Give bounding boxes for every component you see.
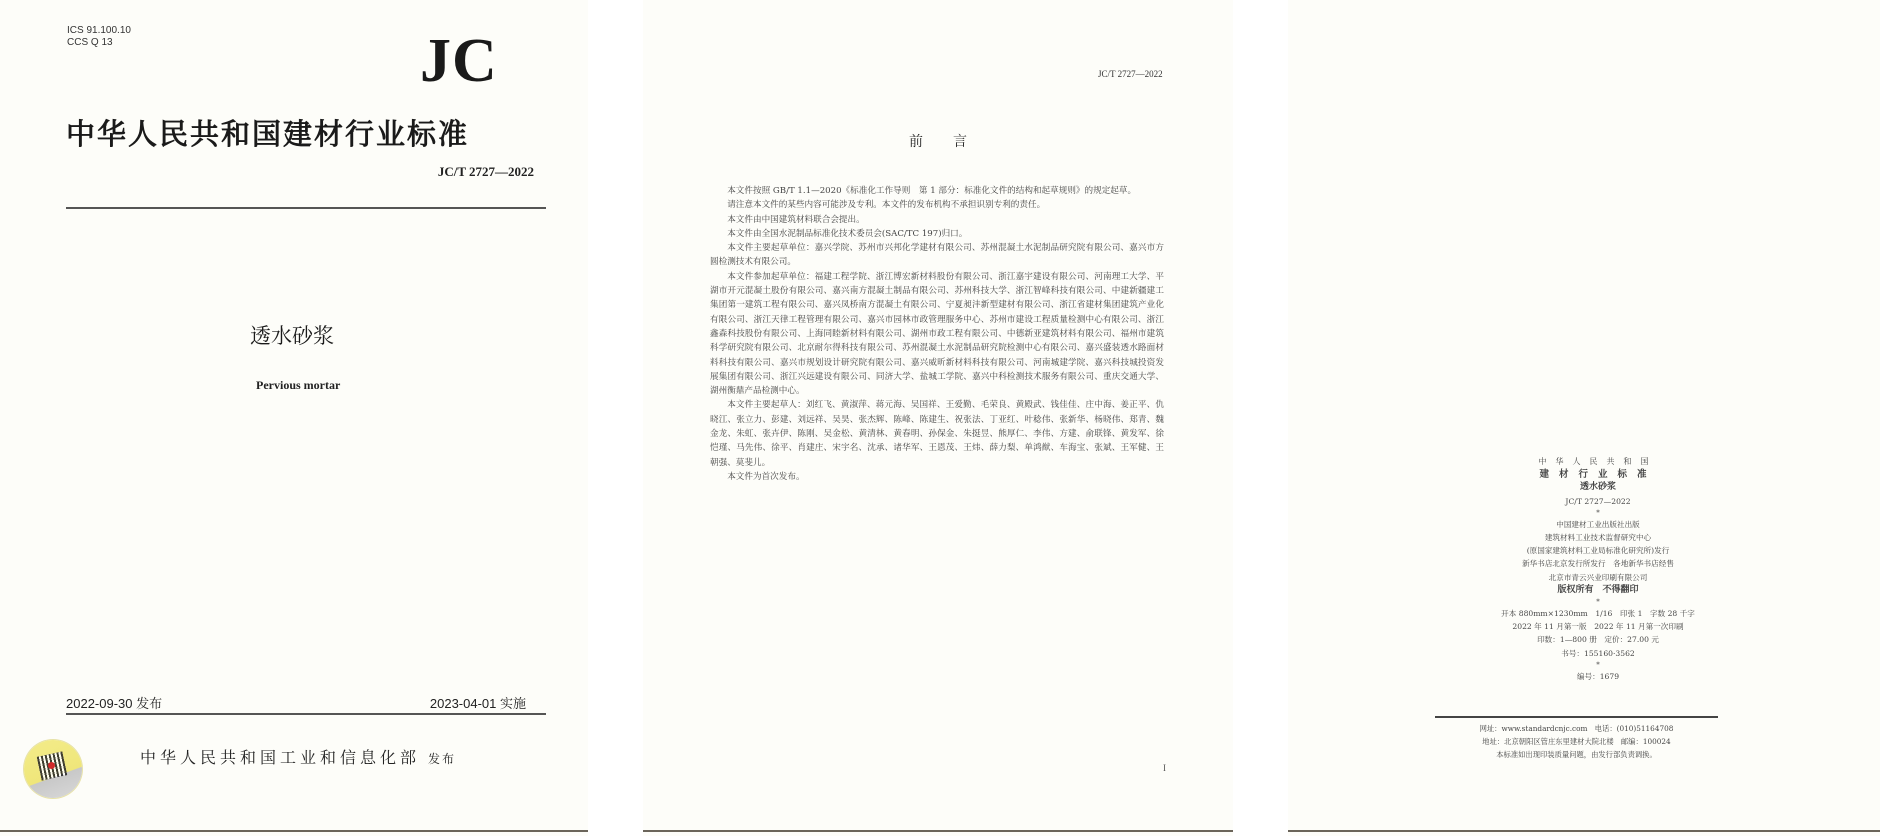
print-spec-line: 书号：155160·3562 — [1561, 648, 1635, 658]
publisher-line: 建筑材料工业技术监督研究中心 — [1544, 533, 1652, 543]
divider-bottom — [66, 713, 546, 715]
quality-notice: 本标准如出现印装质量问题，由发行部负责调换。 — [1496, 750, 1657, 759]
header-standard-code: JC/T 2727—2022 — [1098, 69, 1163, 79]
standard-name-english: Pervious mortar — [256, 378, 341, 392]
preface-paragraph: 本文件由全国水泥制品标准化技术委员会(SAC/TC 197)归口。 — [727, 228, 968, 239]
qr-code-sticker-icon — [24, 740, 82, 798]
publisher-line: 北京市青云兴业印刷有限公司 — [1548, 572, 1648, 582]
colophon-footer — [1435, 722, 1718, 761]
print-spec-line: 2022 年 11 月第一版 2022 年 11 月第一次印刷 — [1512, 622, 1684, 632]
separator-star: * — [1596, 508, 1600, 517]
colophon-standard-name: 透水砂浆 — [1579, 482, 1616, 493]
standard-code: JC/T 2727—2022 — [437, 164, 534, 179]
preface-paragraph: 本文件主要起草单位：嘉兴学院、苏州市兴邦化学建材有限公司、苏州混凝土水泥制品研究院有限公司、嘉兴市方圆检测技术有限公司。 — [710, 243, 1164, 268]
serial-number: 编号：1679 — [1576, 671, 1620, 681]
print-spec-line: 印数：1—800 册 定价：27.00 元 — [1537, 635, 1659, 645]
preface-paragraph: 本文件为首次发布。 — [727, 471, 805, 482]
contact-line: 网址：www.standardcnjc.com 电话：(010)51164708 — [1479, 724, 1674, 733]
classification-codes — [67, 25, 131, 49]
colophon-block — [1433, 455, 1763, 683]
preface-paragraph: 本文件由中国建筑材料联合会提出。 — [727, 214, 865, 225]
logo-dot-icon — [48, 762, 55, 769]
page-number: I — [1163, 763, 1166, 773]
page-edge — [0, 830, 588, 832]
page-edge — [1288, 830, 1880, 832]
publisher-line — [140, 745, 456, 768]
colophon-standard-code: JC/T 2727—2022 — [1565, 496, 1631, 506]
jc-logo: JC — [420, 27, 498, 95]
preface-paragraph: 本文件主要起草人：刘红飞、黄淑萍、蒋元海、吴国祥、王爱勤、毛荣良、黄殿武、钱佳佳、庄中海、姜正平、仇晓江、张立力、彭建、刘远祥、吴昊、张杰辉、陈峰、陈建生、祝张法、丁亚红、叶稔伟、张新华、杨晓伟、郑青、魏金龙、朱虹、张卉伊、陈刚、吴金松、黄清林、黄春明、孙保金、朱挺昱、熊厚仁、李伟、方建、俞联锋、黄发军、徐恺瑾、马先伟、徐平、肖建庄、宋宇名、沈承、诸华军、王恩茂、王炜、薛力梨、单鸿猷、车海宝、张斌、王军健、王朝强、莫斐儿。 — [710, 400, 1164, 468]
ics-code: ICS 91.100.10 — [67, 25, 131, 36]
colophon-page — [1288, 0, 1880, 836]
colophon-country: 中华人民共和国 — [1538, 457, 1658, 466]
separator-star: * — [1596, 598, 1600, 607]
colophon-divider — [1435, 716, 1718, 718]
copyright-notice: 版权所有 不得翻印 — [1557, 584, 1639, 595]
publisher-line: 中国建材工业出版社出版 — [1556, 519, 1640, 529]
colophon-industry: 建材行业标准 — [1539, 469, 1657, 481]
preface-paragraph: 本文件参加起草单位：福建工程学院、浙江博宏新材料股份有限公司、浙江嘉宇建设有限公司、河南理工大学、平湖市开元混凝土股份有限公司、嘉兴南方混凝土制品有限公司、苏州科技大学、浙江智峰科技有限公司、中建新疆建工集团第一建筑工程有限公司、嘉兴凤桥南方混凝土有限公司、宁夏昶沣新型建材有限公司、浙江省建材集团建筑产业化有限公司、浙江天律工程管理有限公司、嘉兴市园林市政管理服务中心、苏州市建设工程质量检测中心有限公司、浙江鑫森科技股份有限公司、上海同睦新材料有限公司、湖州市政工程有限公司、中德新亚建筑材料有限公司、福州市建筑科学研究院有限公司、北京耐尔得科技有限公司、苏州混凝土水泥制品研究院检测中心有限公司、嘉兴盛装透水路面材料科技有限公司、嘉兴市规划设计研究院有限公司、嘉兴威昕新材料科技有限公司、河南城建学院、嘉兴科技城投资发展集团有限公司、浙江兴远建设有限公司、同济大学、盐城工学院、嘉兴中科检测技术服务有限公司、重庆交通大学、湖州衡鼎产品检测中心。 — [710, 271, 1164, 397]
page-edge — [643, 830, 1233, 832]
preface-title: 前言 — [909, 134, 997, 150]
standard-name-chinese: 透水砂浆 — [250, 324, 334, 348]
publisher-name: 中华人民共和国工业和信息化部 — [140, 748, 421, 767]
preface-paragraph: 请注意本文件的某些内容可能涉及专利。本文件的发布机构不承担识别专利的责任。 — [727, 200, 1046, 211]
ccs-code: CCS Q 13 — [67, 37, 113, 48]
preface-page — [643, 0, 1233, 836]
publisher-suffix: 发布 — [428, 752, 457, 766]
separator-star: * — [1596, 660, 1600, 669]
divider-top — [66, 207, 546, 209]
address-line: 地址：北京朝阳区管庄东里建材大院北楼 邮编：100024 — [1482, 737, 1671, 746]
preface-paragraph: 本文件按照 GB/T 1.1—2020《标准化工作导则 第 1 部分：标准化文件的结构和起草规则》的规定起草。 — [727, 186, 1137, 196]
effective-date: 2023-04-01 实施 — [429, 696, 526, 711]
publisher-line: 新华书店北京发行所发行 各地新华书店经售 — [1522, 559, 1674, 569]
standard-category-title: 中华人民共和国建材行业标准 — [66, 117, 470, 151]
print-spec-line: 开本 880mm×1230mm 1/16 印张 1 字数 28 千字 — [1501, 609, 1695, 619]
issue-date: 2022-09-30 发布 — [66, 696, 163, 711]
cover-page — [0, 0, 588, 836]
preface-body — [710, 184, 1164, 484]
publisher-line: (原国家建筑材料工业局标准化研究所)发行 — [1526, 546, 1670, 556]
